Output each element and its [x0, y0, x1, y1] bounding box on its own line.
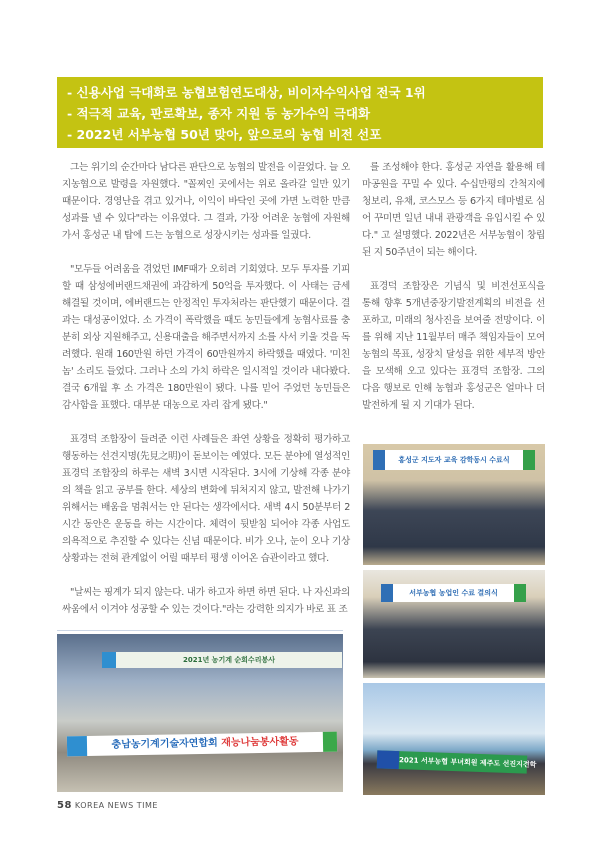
highlight-line: - 적극적 교육, 판로확보, 종자 지원 등 농가수익 극대화 [67, 106, 371, 121]
page-number: 58 [57, 800, 72, 811]
photo-banner [67, 732, 337, 757]
page-footer [57, 800, 158, 811]
photo-banner: 2021 서부농협 부녀회원 제주도 선진지견학 [377, 750, 528, 773]
paragraph: 그는 위기의 순간마다 남다른 판단으로 농협의 발전을 이끌었다. 늘 오지농협으로 발령을 자원했다. "꼴찌인 곳에서는 위로 올라갈 일만 있기 때문이다. 경영난을 겪고 있거나, 이익이 바닥인 곳에 가면 노력한 만큼 성과를 낼 수 있다"라는 이유였다. 그 결과, 가장 어려운 농협에 자원해 가서 홍성군 내 탑에 드는 농협으로 성장시키는 성과를 일궜다. [62, 162, 350, 241]
photo-sign: 2021년 농기계 순회수리봉사 [102, 652, 342, 668]
highlight-line: - 2022년 서부농협 50년 맞아, 앞으로의 농협 비전 선포 [67, 127, 382, 142]
paragraph: 표경덕 조합장은 기념식 및 비전선포식을 통해 향후 5개년중장기발전계획의 비전을 선포하고, 미래의 청사진을 보여줄 전망이다. 이를 위해 지난 11월부터 매주 책임자들이 모여 농협의 목표, 성장치 달성을 위한 세부적 방안을 모색해 오고 있다는 표경덕 조합장. 그의 다음 행보로 인해 농협과 홍성군은 얼마나 더 발전하게 될 지 기대가 된다. [362, 281, 545, 411]
photo-banner: 서부농협 농업인 수료 결의식 [381, 584, 526, 602]
photo-banner: 홍성군 지도자 교육 감학동시 수료식 [373, 450, 535, 470]
divider [57, 630, 343, 631]
paragraph: 표경덕 조합장이 들려준 이런 사례들은 좌연 상황을 정확히 평가하고 행동하는 선견지명(先見之明)이 돋보이는 예였다. 모든 분야에 열성적인 표경덕 조합장의 하루는 새벽 3시면 시작된다. 3시에 기상해 각종 분야의 책을 읽고 공부를 한다. 세상의 변화에 뒤처지지 않고, 발전해 나가기 위해서는 배움을 멈춰서는 안 된다는 생각에서다. 새벽 4시 50분부터 2시간 동안은 운동을 하는 시간이다. 체력이 뒷받침 되어야 각종 사업도 의욕적으로 추진할 수 있다는 신념 때문이다. 비가 오나, 눈이 오나 기상 상황과는 전혀 관계없이 어릴 때부터 평생 이어온 습관이라고 했다. [62, 434, 350, 564]
photo-volunteer-group [57, 634, 343, 792]
banner-text: 충남농기계기술자연합회 [111, 737, 222, 751]
left-text-column [62, 159, 350, 635]
paragraph: "날씨는 핑계가 되지 않는다. 내가 하고자 하면 하면 된다. 나 자신과의 싸움에서 이겨야 성공할 수 있는 것이다."라는 강력한 의지가 바로 표 조 [62, 587, 350, 615]
right-text-column [362, 159, 545, 431]
highlight-line: - 신용사업 극대화로 농협보험연도대상, 비이자수익사업 전국 1위 [67, 85, 426, 100]
publication-name: KOREA NEWS TIME [74, 801, 158, 810]
photo-indoor-group [363, 570, 545, 678]
summary-highlight-box [57, 77, 543, 148]
banner-text-highlight: 재능나눔봉사활동 [221, 736, 299, 749]
photo-beach-group [363, 683, 545, 795]
photo-ceremony-group [363, 444, 545, 565]
paragraph: 를 조성해야 한다. 홍성군 자연을 활용해 테마공원을 꾸밀 수 있다. 수십만평의 간척지에 청보리, 유채, 코스모스 등 6가지 테마별로 심어 꾸미면 일년 내내 관광객을 유입시킬 수 있다." 고 설명했다. 2022년은 서부농협이 창립된 지 50주년이 되는 해이다. [362, 162, 545, 258]
paragraph: "모두들 어려움을 겪었던 IMF때가 오히려 기회였다. 모두 투자를 기피할 때 삼성에버랜드채권에 과감하게 50억을 투자했다. 이 사태는 금세 해결될 것이며, 에버랜드는 안정적인 투자처라는 판단했기 때문이다. 결과는 대성공이었다. 소 가격이 폭락했을 때도 농민들에게 농협사료를 충분히 외상 지원해주고, 신용대출을 해주면서까지 소를 사서 키울 것을 독려했다. 원래 160만원 하던 가격이 60만원까지 하락했을 때였다. '미친 놈' 소리도 들었다. 그러나 소의 가치 하락은 일시적일 것이라 내다봤다. 결국 6개월 후 소 가격은 180만원이 됐다. 나를 믿어 주었던 농민들은 감사함을 표했다. 대부분 대농으로 자리 잡게 됐다." [62, 264, 350, 411]
